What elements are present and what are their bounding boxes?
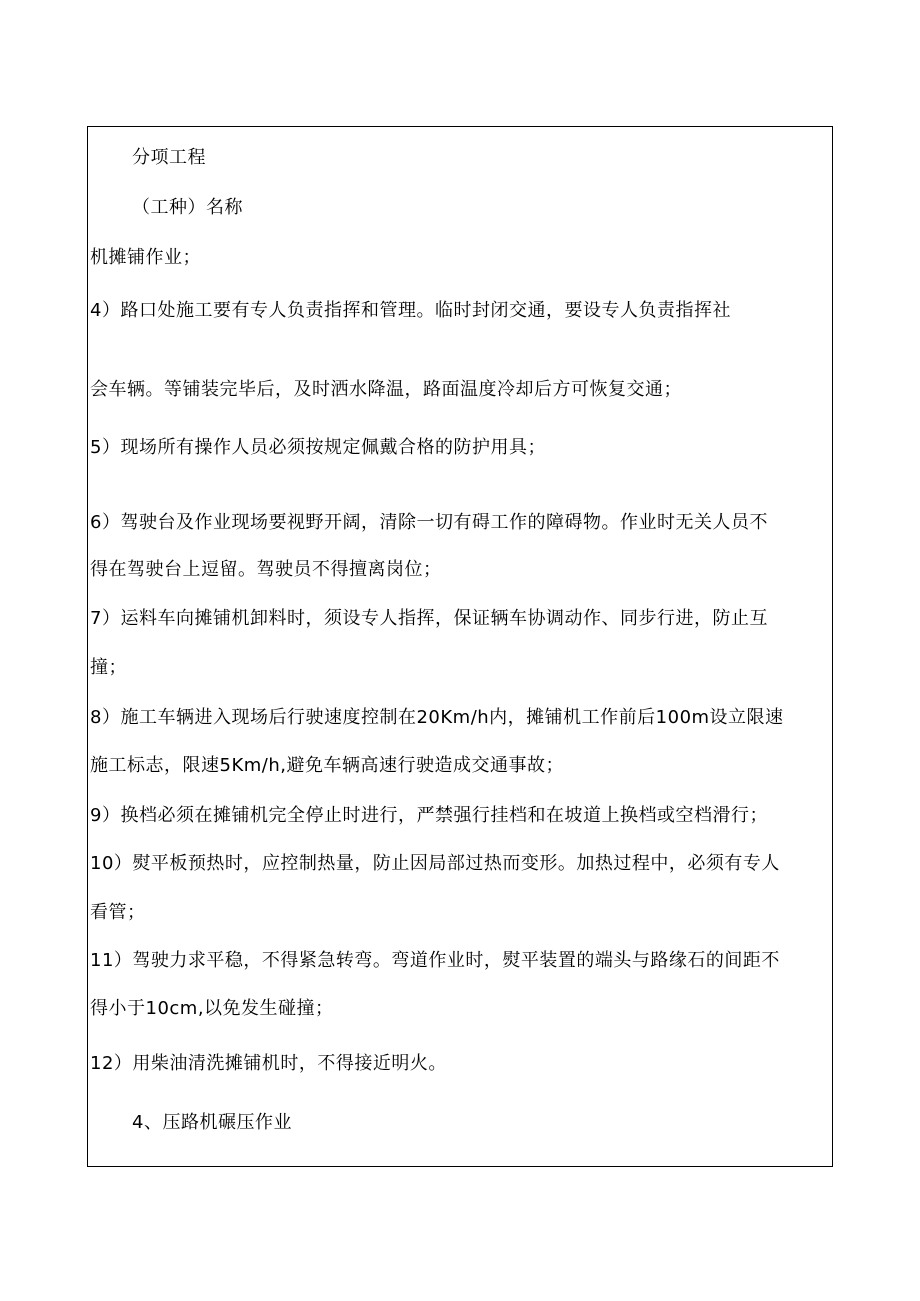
text-line: 得在驾驶台上逗留。驾驶员不得擅离岗位； [90,559,442,580]
text-line: 4）路口处施工要有专人负责指挥和管理。临时封闭交通，要设专人负责指挥社 [90,300,731,321]
text-line: 施工标志，限速5Km/h,避免车辆高速行驶造成交通事故； [90,755,564,776]
text-line: 得小于10cm,以免发生碰撞； [90,998,334,1019]
item-label-line-2: （工种）名称 [132,197,243,218]
item-label-line-1: 分项工程 [132,147,206,168]
text-line: 6）驾驶台及作业现场要视野开阔，清除一切有碍工作的障碍物。作业时无关人员不 [90,512,768,533]
text-line: 5）现场所有操作人员必须按规定佩戴合格的防护用具； [90,437,546,458]
text-line: 撞； [90,657,127,678]
text-line: 12）用柴油清洗摊铺机时，不得接近明火。 [90,1053,447,1074]
text-line: 11）驾驶力求平稳，不得紧急转弯。弯道作业时，熨平装置的端头与路缘石的间距不 [90,950,780,971]
text-line: 看管； [90,902,146,923]
section-heading: 4、压路机碾压作业 [132,1112,292,1133]
text-line: 8）施工车辆进入现场后行驶速度控制在20Km/h内，摊铺机工作前后100m设立限速 [90,707,784,728]
text-line: 9）换档必须在摊铺机完全停止时进行，严禁强行挂档和在坡道上换档或空档滑行； [90,805,768,826]
text-line: 会车辆。等铺装完毕后，及时洒水降温，路面温度冷却后方可恢复交通； [90,379,682,400]
text-line: 10）熨平板预热时，应控制热量，防止因局部过热而变形。加热过程中，必须有专人 [90,853,780,874]
text-line: 7）运料车向摊铺机卸料时，须设专人指挥，保证辆车协调动作、同步行进，防止互 [90,608,768,629]
text-line: 机摊铺作业； [90,247,201,268]
